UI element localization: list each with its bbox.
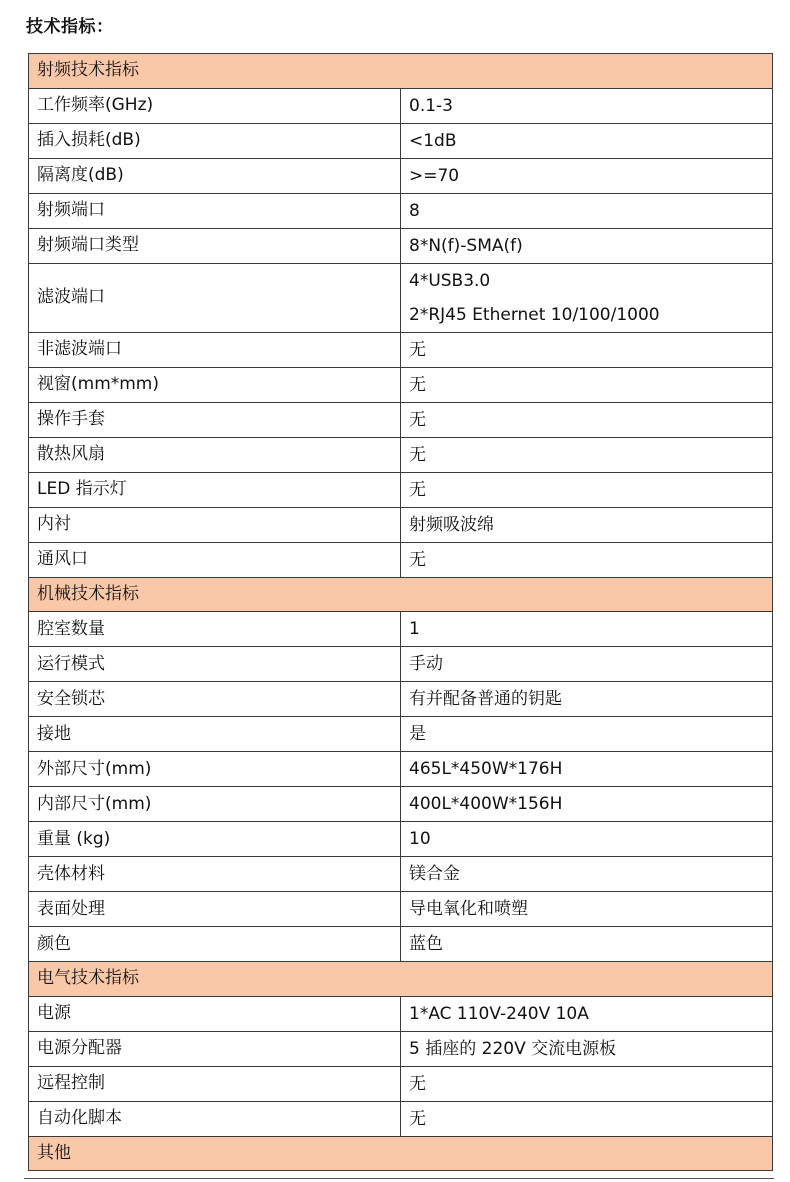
spec-label: 内衬 — [29, 507, 401, 542]
spec-label: 远程控制 — [29, 1066, 401, 1101]
spec-label: 射频端口类型 — [29, 228, 401, 263]
spec-label: 通风口 — [29, 542, 401, 577]
table-row — [29, 332, 773, 367]
table-row — [29, 892, 773, 927]
spec-value — [401, 332, 773, 367]
spec-label: LED 指示灯 — [29, 472, 401, 507]
spec-value-line: 10 — [409, 829, 431, 850]
spec-label: 自动化脚本 — [29, 1101, 401, 1136]
spec-label: 插入损耗(dB) — [29, 123, 401, 158]
spec-value-line: 5 插座的 220V 交流电源板 — [409, 1038, 617, 1059]
table-row — [29, 857, 773, 892]
spec-table — [28, 53, 773, 1171]
spec-label: 操作手套 — [29, 402, 401, 437]
table-row — [29, 437, 773, 472]
spec-value-line: 无 — [409, 1108, 426, 1129]
section-header-row — [29, 1136, 773, 1171]
spec-value-line: 镁合金 — [409, 864, 460, 885]
table-row — [29, 402, 773, 437]
table-row — [29, 682, 773, 717]
table-row — [29, 263, 773, 332]
spec-value — [401, 822, 773, 857]
spec-label: 壳体材料 — [29, 857, 401, 892]
spec-value-line: 无 — [409, 1073, 426, 1094]
table-row — [29, 612, 773, 647]
section-header-row — [29, 962, 773, 997]
spec-value — [401, 542, 773, 577]
table-row — [29, 927, 773, 962]
spec-value-line: 蓝色 — [409, 934, 443, 955]
table-row — [29, 123, 773, 158]
table-row — [29, 1066, 773, 1101]
spec-label: 电源 — [29, 996, 401, 1031]
table-row — [29, 158, 773, 193]
page-heading: 技术指标： — [26, 17, 114, 37]
spec-value-line: 0.1-3 — [409, 95, 453, 116]
spec-value — [401, 228, 773, 263]
spec-value-line: 1*AC 110V-240V 10A — [409, 1003, 589, 1024]
spec-label: 颜色 — [29, 927, 401, 962]
spec-value — [401, 857, 773, 892]
table-row — [29, 717, 773, 752]
spec-label: 接地 — [29, 717, 401, 752]
spec-label: 散热风扇 — [29, 437, 401, 472]
spec-value-line: 手动 — [409, 654, 443, 675]
spec-value — [401, 402, 773, 437]
spec-label: 表面处理 — [29, 892, 401, 927]
spec-value-line: 无 — [409, 549, 426, 570]
spec-value — [401, 927, 773, 962]
section-header-row — [29, 54, 773, 89]
spec-value — [401, 717, 773, 752]
spec-value — [401, 892, 773, 927]
spec-value — [401, 88, 773, 123]
table-row — [29, 1101, 773, 1136]
spec-value — [401, 1066, 773, 1101]
spec-value-line: <1dB — [409, 130, 457, 151]
spec-value-line: 无 — [409, 409, 426, 430]
spec-value-line: 是 — [409, 724, 426, 745]
spec-value — [401, 367, 773, 402]
table-row — [29, 542, 773, 577]
footer-divider — [24, 1178, 774, 1179]
spec-table-body — [29, 54, 773, 1171]
spec-label: 工作频率(GHz) — [29, 88, 401, 123]
spec-value-line: 导电氧化和喷塑 — [409, 899, 528, 920]
spec-value — [401, 437, 773, 472]
spec-value-line: 465L*450W*176H — [409, 759, 563, 780]
spec-value — [401, 472, 773, 507]
spec-label: 隔离度(dB) — [29, 158, 401, 193]
spec-value — [401, 1101, 773, 1136]
spec-value-line: 8*N(f)-SMA(f) — [409, 235, 523, 256]
table-row — [29, 996, 773, 1031]
spec-value — [401, 193, 773, 228]
spec-value — [401, 682, 773, 717]
spec-value-line: 无 — [409, 339, 426, 360]
spec-label: 射频端口 — [29, 193, 401, 228]
spec-value-line: 无 — [409, 479, 426, 500]
spec-value-line: 8 — [409, 200, 420, 221]
spec-value — [401, 996, 773, 1031]
spec-label: 视窗(mm*mm) — [29, 367, 401, 402]
table-row — [29, 228, 773, 263]
spec-value-line: >=70 — [409, 165, 460, 186]
spec-label: 非滤波端口 — [29, 332, 401, 367]
table-row — [29, 507, 773, 542]
table-row — [29, 472, 773, 507]
spec-label: 重量 (kg) — [29, 822, 401, 857]
spec-value-line: 无 — [409, 444, 426, 465]
spec-value — [401, 612, 773, 647]
table-row — [29, 752, 773, 787]
spec-value — [401, 123, 773, 158]
table-row — [29, 787, 773, 822]
spec-label: 电源分配器 — [29, 1031, 401, 1066]
spec-value — [401, 263, 773, 332]
section-title: 其他 — [29, 1136, 773, 1171]
spec-label: 外部尺寸(mm) — [29, 752, 401, 787]
table-row — [29, 193, 773, 228]
spec-value — [401, 752, 773, 787]
spec-value-line: 无 — [409, 374, 426, 395]
spec-label: 安全锁芯 — [29, 682, 401, 717]
spec-value — [401, 787, 773, 822]
spec-value-line: 有并配备普通的钥匙 — [409, 689, 562, 710]
section-header-row — [29, 577, 773, 612]
spec-value — [401, 507, 773, 542]
spec-value-line: 4*USB3.0 — [409, 270, 491, 291]
table-row — [29, 647, 773, 682]
spec-value-line: 2*RJ45 Ethernet 10/100/1000 — [409, 304, 660, 325]
spec-label: 内部尺寸(mm) — [29, 787, 401, 822]
table-row — [29, 367, 773, 402]
spec-value-line: 400L*400W*156H — [409, 794, 563, 815]
table-row — [29, 1031, 773, 1066]
table-row — [29, 88, 773, 123]
spec-label: 腔室数量 — [29, 612, 401, 647]
spec-label: 运行模式 — [29, 647, 401, 682]
section-title: 机械技术指标 — [29, 577, 773, 612]
table-row — [29, 822, 773, 857]
spec-value-line: 射频吸波绵 — [409, 514, 494, 535]
spec-value — [401, 647, 773, 682]
section-title: 电气技术指标 — [29, 962, 773, 997]
spec-value — [401, 158, 773, 193]
spec-value-line: 1 — [409, 619, 420, 640]
spec-value — [401, 1031, 773, 1066]
spec-label: 滤波端口 — [29, 263, 401, 332]
section-title: 射频技术指标 — [29, 54, 773, 89]
